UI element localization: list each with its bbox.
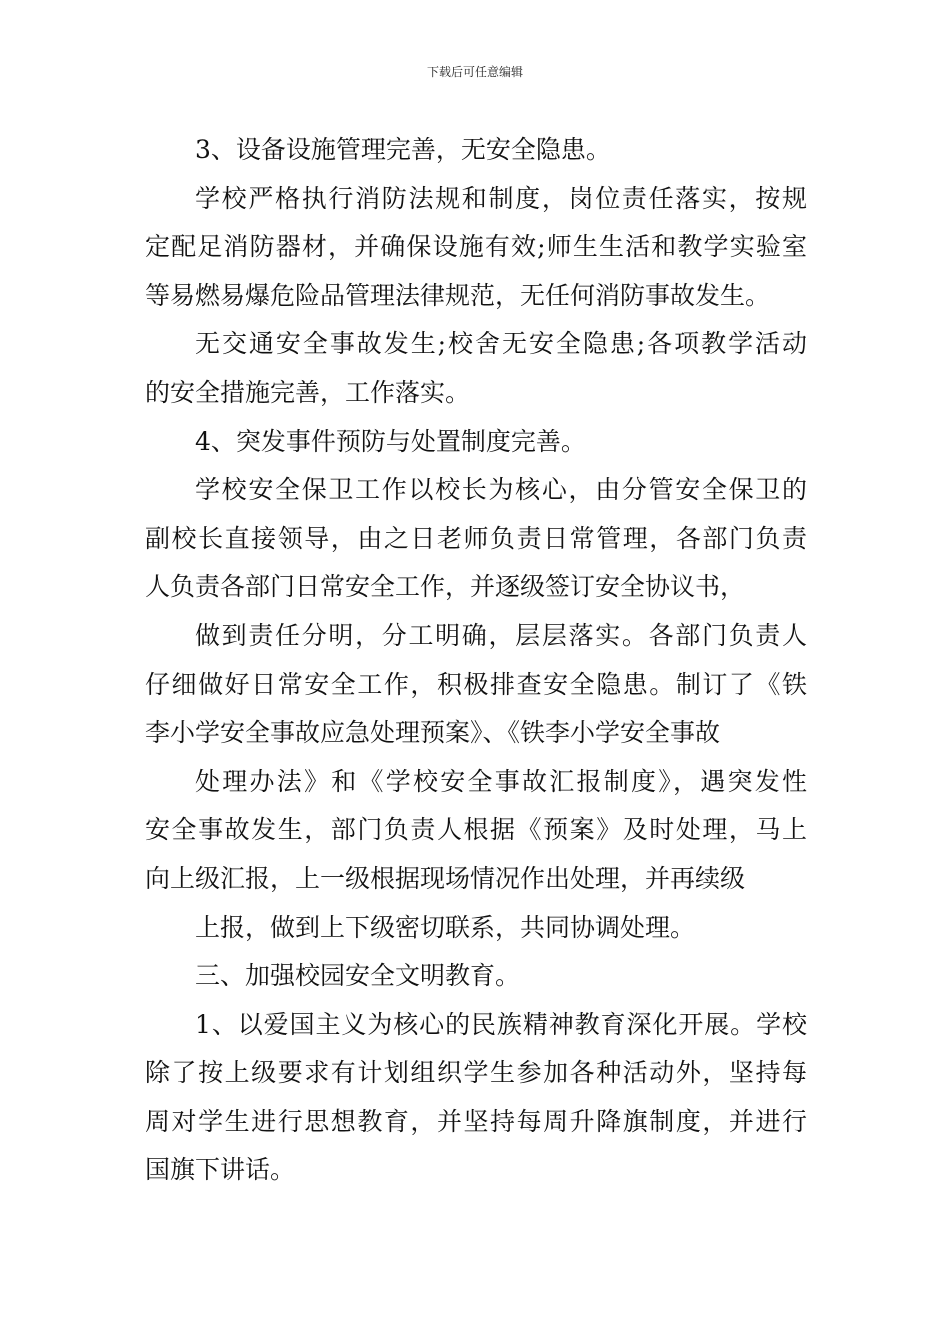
text-line: 三、加强校园安全文明教育。 bbox=[195, 961, 521, 991]
text-line: 除了按上级要求有计划组织学生参加各种活动外，坚持每 bbox=[145, 1058, 807, 1088]
text-line: 副校长直接领导，由之日老师负责日常管理，各部门负责 bbox=[145, 523, 807, 553]
text-line: 定配足消防器材，并确保设施有效;师生生活和教学实验室 bbox=[145, 232, 807, 262]
text-line: 的安全措施完善，工作落实。 bbox=[145, 377, 471, 407]
text-line: 安全事故发生，部门负责人根据《预案》及时处理，马上 bbox=[145, 815, 807, 845]
text-line: 李小学安全事故应急处理预案》、《铁李小学安全事故 bbox=[145, 718, 721, 748]
text-line: 4、突发事件预防与处置制度完善。 bbox=[195, 426, 586, 456]
text-line: 学校安全保卫工作以校长为核心，由分管安全保卫的 bbox=[195, 475, 807, 505]
text-line: 处理办法》和《学校安全事故汇报制度》，遇突发性 bbox=[195, 766, 807, 796]
text-line: 等易燃易爆危险品管理法律规范，无任何消防事故发生。 bbox=[145, 280, 771, 310]
text-line: 国旗下讲话。 bbox=[145, 1155, 296, 1185]
text-line: 周对学生进行思想教育，并坚持每周升降旗制度，并进行 bbox=[145, 1106, 807, 1136]
text-line: 仔细做好日常安全工作，积极排查安全隐患。制订了《铁 bbox=[145, 669, 807, 699]
page-header: 下载后可任意编辑 bbox=[426, 65, 523, 79]
text-line: 无交通安全事故发生;校舍无安全隐患;各项教学活动 bbox=[195, 329, 807, 359]
text-line: 人负责各部门日常安全工作，并逐级签订安全协议书， bbox=[145, 572, 746, 602]
text-line: 3、设备设施管理完善，无安全隐患。 bbox=[195, 135, 611, 164]
text-line: 做到责任分明，分工明确，层层落实。各部门负责人 bbox=[195, 620, 807, 650]
document-body bbox=[145, 126, 807, 1195]
text-line: 学校严格执行消防法规和制度，岗位责任落实，按规 bbox=[195, 183, 807, 213]
text-line: 1、以爱国主义为核心的民族精神教育深化开展。学校 bbox=[195, 1009, 807, 1039]
text-line: 向上级汇报，上一级根据现场情况作出处理，并再续级 bbox=[145, 863, 746, 893]
text-line: 上报，做到上下级密切联系，共同协调处理。 bbox=[195, 912, 696, 942]
